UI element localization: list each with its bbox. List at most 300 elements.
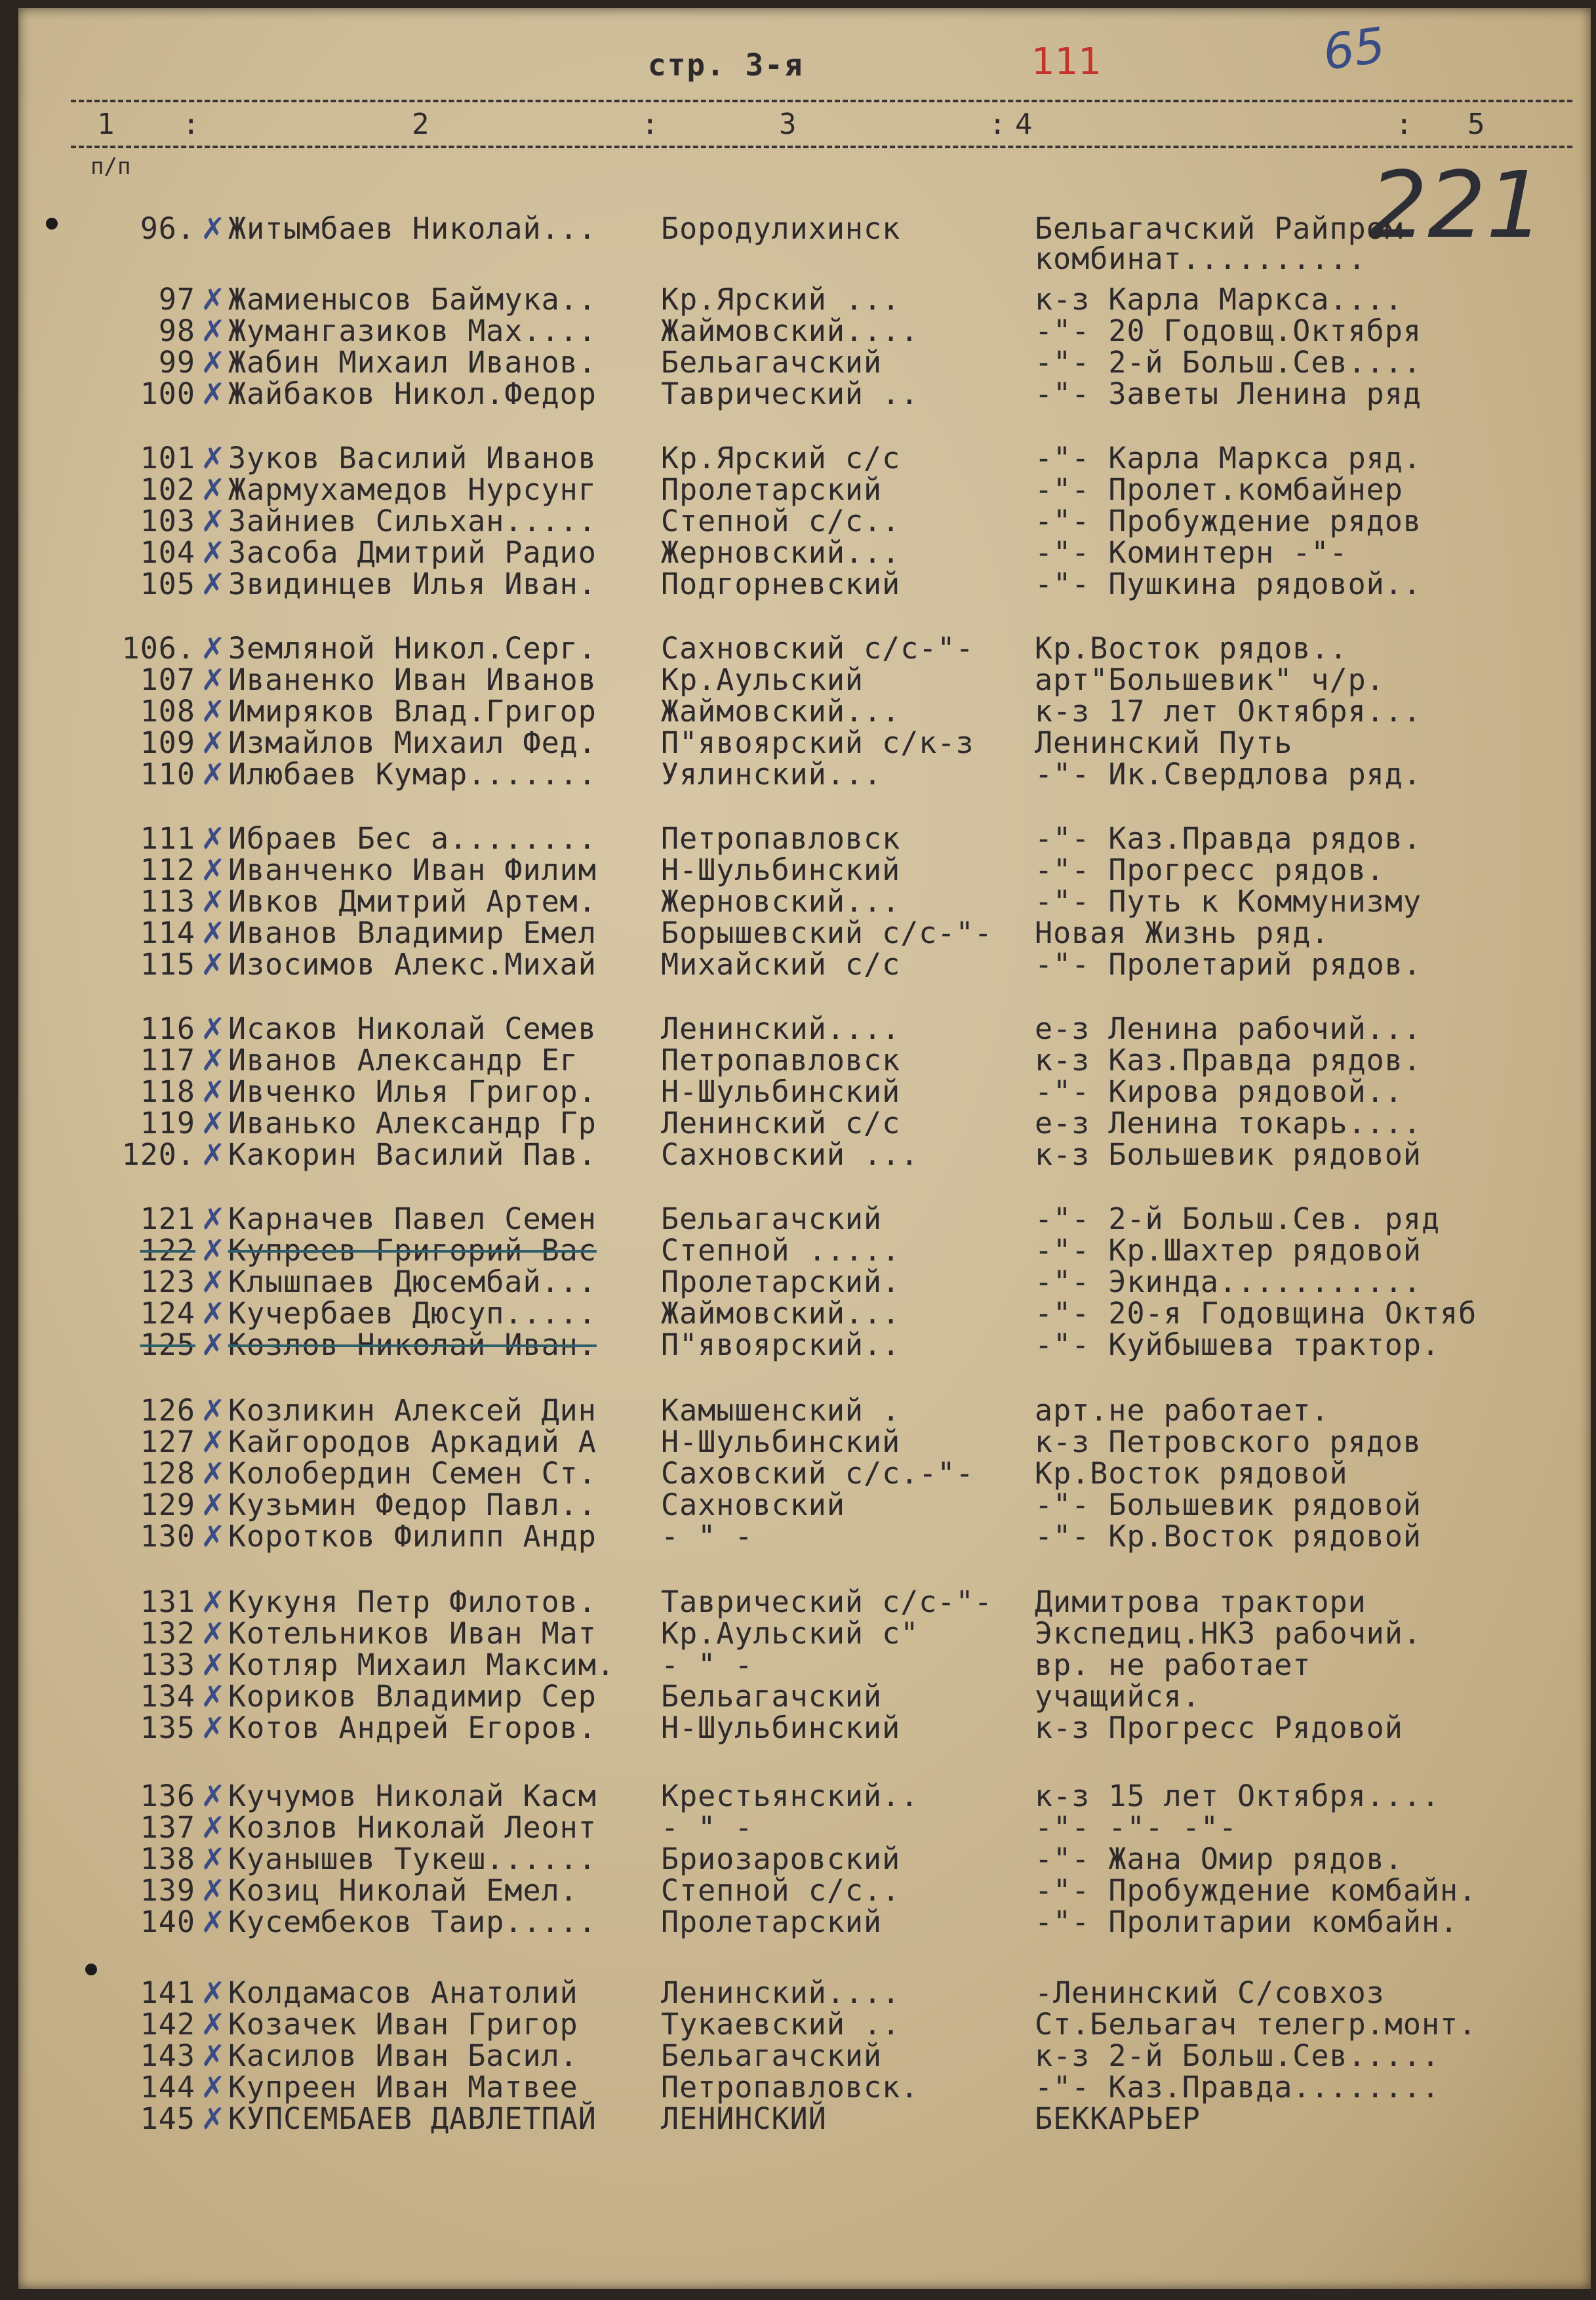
person-name: Иванов Владимир Емел: [228, 916, 597, 950]
workplace-position: Ст.Бельагач телегр.монт.: [1035, 2007, 1477, 2042]
person-name: Коротков Филипп Андр: [228, 1519, 597, 1554]
check-mark-icon: ✗: [201, 725, 226, 760]
workplace-position: -"- Путь к Коммунизму: [1035, 884, 1422, 919]
table-row: [90, 567, 1566, 601]
person-name: Житымбаев Николай...: [228, 211, 597, 246]
check-mark-icon: ✗: [201, 1011, 226, 1046]
district-name: Сахновский ...: [661, 1137, 919, 1172]
workplace-position: к-з 17 лет Октября...: [1035, 694, 1422, 729]
person-name: Козликин Алексей Дин: [228, 1393, 597, 1428]
district-name: Н-Шульбинский: [661, 1074, 901, 1109]
check-mark-icon: ✗: [201, 2038, 226, 2073]
check-mark-icon: ✗: [201, 757, 226, 792]
district-name: Михайский с/с: [661, 947, 901, 982]
person-name: Колдамасов Анатолий: [228, 1975, 578, 2010]
table-row: [90, 345, 1566, 380]
district-name: Бельагачский: [661, 1679, 883, 1714]
table-row: [90, 1233, 1566, 1268]
district-name: Тукаевский ..: [661, 2007, 901, 2042]
row-number: 120.: [121, 1137, 195, 1172]
workplace-position: Ленинский Путь: [1035, 725, 1293, 760]
district-name: Бриозаровский: [661, 1842, 901, 1876]
workplace-position: к-з Прогресс Рядовой: [1035, 1710, 1403, 1745]
table-row: [90, 1584, 1566, 1619]
row-number: 131: [140, 1584, 195, 1619]
header-bottom-rule: [71, 146, 1572, 148]
person-name: Колобердин Семен Ст.: [228, 1456, 597, 1491]
row-number: 119: [140, 1106, 195, 1140]
row-number: 139: [140, 1873, 195, 1908]
sheet-number-mark: 221: [1369, 152, 1545, 259]
check-mark-icon: ✗: [201, 694, 226, 729]
person-name: Козлов Николай Иван.: [228, 1327, 597, 1362]
person-name: Зуков Василий Иванов: [228, 441, 597, 475]
workplace-position: вр. не работает: [1035, 1647, 1311, 1682]
row-number: 140: [140, 1905, 195, 1939]
check-mark-icon: ✗: [201, 1975, 226, 2010]
district-name: Сахновский: [661, 1487, 845, 1522]
table-row: [90, 376, 1566, 411]
blue-ink-mark: 65: [1319, 16, 1389, 82]
workplace-position: -"- 2-й Больш.Сев....: [1035, 345, 1422, 380]
check-mark-icon: ✗: [201, 1137, 226, 1172]
row-number: 108: [140, 694, 195, 729]
table-row: [90, 1873, 1566, 1908]
table-row: [90, 725, 1566, 760]
district-name: Н-Шульбинский: [661, 1710, 901, 1745]
person-name: Куанышев Тукеш......: [228, 1842, 597, 1876]
workplace-position: к-з 2-й Больш.Сев.....: [1035, 2038, 1441, 2073]
district-name: Н-Шульбинский: [661, 1424, 901, 1459]
row-number: 130: [140, 1519, 195, 1554]
workplace-position: -"- Пролетарий рядов.: [1035, 947, 1422, 982]
district-name: Кр.Аульский с": [661, 1616, 919, 1651]
person-name: Илюбаев Кумар.......: [228, 757, 597, 792]
district-name: П"явоярский с/к-з: [661, 725, 974, 760]
district-name: Уялинский...: [661, 757, 883, 792]
row-number: 111: [140, 821, 195, 856]
row-number: 133: [140, 1647, 195, 1682]
row-number: 127: [140, 1424, 195, 1459]
district-name: Камышенский .: [661, 1393, 901, 1428]
check-mark-icon: ✗: [201, 567, 226, 601]
person-name: Ивченко Илья Григор.: [228, 1074, 597, 1109]
workplace-position: -"- Пролитарии комбайн.: [1035, 1905, 1459, 1939]
district-name: Жаймовский...: [661, 694, 901, 729]
district-name: Ленинский....: [661, 1011, 901, 1046]
district-name: Степной с/с..: [661, 504, 901, 538]
row-number: 138: [140, 1842, 195, 1876]
district-name: Ленинский с/с: [661, 1106, 901, 1140]
district-name: Пролетарский: [661, 472, 883, 507]
check-mark-icon: ✗: [201, 1710, 226, 1745]
district-name: Саховский с/с.-"-: [661, 1456, 974, 1491]
row-number: 115: [140, 947, 195, 982]
table-row: [90, 694, 1566, 729]
row-number: 100: [140, 376, 195, 411]
person-name: Кусембеков Таир.....: [228, 1905, 597, 1939]
row-number: 116: [140, 1011, 195, 1046]
row-number: 142: [140, 2007, 195, 2042]
column-header-2: 2: [412, 108, 429, 141]
table-row: [90, 2007, 1566, 2042]
row-number: 118: [140, 1074, 195, 1109]
district-name: Кр.Ярский с/с: [661, 441, 901, 475]
district-name: Бородулихинск: [661, 211, 901, 246]
check-mark-icon: ✗: [201, 2101, 226, 2136]
check-mark-icon: ✗: [201, 1201, 226, 1236]
row-number: 107: [140, 662, 195, 697]
check-mark-icon: ✗: [201, 1456, 226, 1491]
workplace-position: -"- Пролет.комбайнер: [1035, 472, 1403, 507]
table-row: [90, 1393, 1566, 1428]
column-header-3: 3: [779, 108, 797, 141]
table-row: [90, 1905, 1566, 1939]
row-number: 135: [140, 1710, 195, 1745]
person-name: Котляр Михаил Максим.: [228, 1647, 615, 1682]
check-mark-icon: ✗: [201, 535, 226, 570]
workplace-position: -"- Кирова рядовой..: [1035, 1074, 1403, 1109]
person-name: Жайбаков Никол.Федор: [228, 376, 597, 411]
district-name: Таврический ..: [661, 376, 919, 411]
workplace-position: -"- -"- -"-: [1035, 1810, 1238, 1845]
column-header-1: 1: [97, 108, 115, 141]
row-number: 128: [140, 1456, 195, 1491]
person-name: Кузьмин Федор Павл..: [228, 1487, 597, 1522]
check-mark-icon: ✗: [201, 2070, 226, 2105]
check-mark-icon: ✗: [201, 1296, 226, 1331]
check-mark-icon: ✗: [201, 1393, 226, 1428]
row-number: 145: [140, 2101, 195, 2136]
row-number: 103: [140, 504, 195, 538]
table-row: [90, 1106, 1566, 1140]
check-mark-icon: ✗: [201, 441, 226, 475]
check-mark-icon: ✗: [201, 947, 226, 982]
district-name: П"явоярский..: [661, 1327, 901, 1362]
ink-dot: [85, 1964, 97, 1975]
person-name: Котельников Иван Мат: [228, 1616, 597, 1651]
person-name: Измайлов Михаил Фед.: [228, 725, 597, 760]
table-row: [90, 1975, 1566, 2010]
row-number: 117: [140, 1043, 195, 1078]
document-page: [18, 8, 1591, 2289]
workplace-position: арт"Большевик" ч/р.: [1035, 662, 1385, 697]
table-row: [90, 1810, 1566, 1845]
row-number: 96.: [140, 211, 195, 246]
row-number: 110: [140, 757, 195, 792]
table-row: [90, 504, 1566, 538]
table-row: [90, 1456, 1566, 1491]
table-row: [90, 2038, 1566, 2073]
check-mark-icon: ✗: [201, 1487, 226, 1522]
district-name: Сахновский с/с-"-: [661, 631, 974, 666]
row-number: 114: [140, 916, 195, 950]
table-row: [90, 884, 1566, 919]
district-name: Пролетарский.: [661, 1264, 901, 1299]
district-name: Пролетарский: [661, 1905, 883, 1939]
row-number: 106.: [121, 631, 195, 666]
workplace-position: к-з Большевик рядовой: [1035, 1137, 1422, 1172]
person-name: Какорин Василий Пав.: [228, 1137, 597, 1172]
person-name: Иванов Александр Ег: [228, 1043, 578, 1078]
person-name: Жабин Михаил Иванов.: [228, 345, 597, 380]
table-row: [90, 1074, 1566, 1109]
row-number: 129: [140, 1487, 195, 1522]
check-mark-icon: ✗: [201, 1424, 226, 1459]
table-row: [90, 282, 1566, 317]
check-mark-icon: ✗: [201, 2007, 226, 2042]
check-mark-icon: ✗: [201, 472, 226, 507]
workplace-position: -"- Каз.Правда........: [1035, 2070, 1441, 2105]
row-number: 144: [140, 2070, 195, 2105]
district-name: Степной с/с..: [661, 1873, 901, 1908]
table-row: [90, 1710, 1566, 1745]
check-mark-icon: ✗: [201, 504, 226, 538]
check-mark-icon: ✗: [201, 821, 226, 856]
ink-dot: [46, 218, 58, 230]
row-number: 121: [140, 1201, 195, 1236]
table-row: [90, 241, 1566, 276]
table-row: [90, 1296, 1566, 1331]
table-row: [90, 2101, 1566, 2136]
row-number: 113: [140, 884, 195, 919]
row-number: 143: [140, 2038, 195, 2073]
person-name: Изосимов Алекс.Михай: [228, 947, 597, 982]
table-row: [90, 757, 1566, 792]
workplace-position: -"- Прогресс рядов.: [1035, 853, 1385, 887]
row-number: 123: [140, 1264, 195, 1299]
person-name: Засоба Дмитрий Радио: [228, 535, 597, 570]
workplace-position: к-з Карла Маркса....: [1035, 282, 1403, 317]
table-row: [90, 313, 1566, 348]
table-row: [90, 916, 1566, 950]
row-number: 132: [140, 1616, 195, 1651]
table-row: [90, 441, 1566, 475]
person-name: Исаков Николай Семев: [228, 1011, 597, 1046]
district-name: Петропавловск: [661, 821, 901, 856]
workplace-position: -"- Экинда...........: [1035, 1264, 1422, 1299]
person-name: Кайгородов Аркадий А: [228, 1424, 597, 1459]
workplace-position: -"- Каз.Правда рядов.: [1035, 821, 1422, 856]
workplace-position: е-з Ленина токарь....: [1035, 1106, 1422, 1140]
workplace-position: учащийся.: [1035, 1679, 1201, 1714]
table-row: [90, 1043, 1566, 1078]
person-name: Касилов Иван Басил.: [228, 2038, 578, 2073]
person-name: Кориков Владимир Сер: [228, 1679, 597, 1714]
workplace-position: комбинат..........: [1035, 241, 1367, 276]
workplace-position: Новая Жизнь ряд.: [1035, 916, 1330, 950]
check-mark-icon: ✗: [201, 1679, 226, 1714]
district-name: Жерновский...: [661, 884, 901, 919]
check-mark-icon: ✗: [201, 1810, 226, 1845]
workplace-position: арт.не работает.: [1035, 1393, 1330, 1428]
person-name: Земляной Никол.Серг.: [228, 631, 597, 666]
row-number: 105: [140, 567, 195, 601]
column-header-5: 5: [1467, 108, 1485, 141]
person-name: Иванченко Иван Филим: [228, 853, 597, 887]
person-name: Кукуня Петр Филотов.: [228, 1584, 597, 1619]
table-row: [90, 1424, 1566, 1459]
district-name: Бельагачский: [661, 1201, 883, 1236]
check-mark-icon: ✗: [201, 1647, 226, 1682]
person-name: Карначев Павел Семен: [228, 1201, 597, 1236]
person-name: Иванько Александр Гр: [228, 1106, 597, 1140]
person-name: Жармухамедов Нурсунг: [228, 472, 597, 507]
table-row: [90, 1487, 1566, 1522]
row-number: 104: [140, 535, 195, 570]
check-mark-icon: ✗: [201, 1264, 226, 1299]
workplace-position: -"- Большевик рядовой: [1035, 1487, 1422, 1522]
district-name: Жаймовский...: [661, 1296, 901, 1331]
check-mark-icon: ✗: [201, 1779, 226, 1813]
check-mark-icon: ✗: [201, 853, 226, 887]
check-mark-icon: ✗: [201, 313, 226, 348]
person-name: Купреен Иван Матвее: [228, 2070, 578, 2105]
workplace-position: -"- Куйбышева трактор.: [1035, 1327, 1441, 1362]
person-name: Клышпаев Дюсембай...: [228, 1264, 597, 1299]
workplace-position: -"- Коминтерн -"-: [1035, 535, 1348, 570]
check-mark-icon: ✗: [201, 1233, 226, 1268]
table-row: [90, 1842, 1566, 1876]
check-mark-icon: ✗: [201, 1873, 226, 1908]
check-mark-icon: ✗: [201, 631, 226, 666]
district-name: - " -: [661, 1810, 753, 1845]
district-name: Таврический с/с-"-: [661, 1584, 993, 1619]
workplace-position: -"- 20 Годовщ.Октября: [1035, 313, 1422, 348]
workplace-position: -"- Кр.Шахтер рядовой: [1035, 1233, 1422, 1268]
table-row: [90, 1011, 1566, 1046]
column-sub-label: п/п: [90, 153, 131, 180]
table-row: [90, 821, 1566, 856]
district-name: Ленинский....: [661, 1975, 901, 2010]
person-name: Кучербаев Дюсуп.....: [228, 1296, 597, 1331]
workplace-position: Кр.Восток рядовой: [1035, 1456, 1348, 1491]
workplace-position: -"- Заветы Ленина ряд: [1035, 376, 1422, 411]
workplace-position: Экспедиц.НКЗ рабочий.: [1035, 1616, 1422, 1651]
workplace-position: -"- Ик.Свердлова ряд.: [1035, 757, 1422, 792]
check-mark-icon: ✗: [201, 662, 226, 697]
row-number: 112: [140, 853, 195, 887]
row-number: 125: [140, 1327, 195, 1362]
table-row: [90, 1647, 1566, 1682]
table-row: [90, 1201, 1566, 1236]
check-mark-icon: ✗: [201, 1043, 226, 1078]
row-number: 97: [158, 282, 195, 317]
person-name: Имиряков Влад.Григор: [228, 694, 597, 729]
check-mark-icon: ✗: [201, 1905, 226, 1939]
district-name: Кр.Ярский ...: [661, 282, 901, 317]
table-row: [90, 1264, 1566, 1299]
table-row: [90, 1519, 1566, 1554]
workplace-position: -"- Жана Омир рядов.: [1035, 1842, 1403, 1876]
check-mark-icon: ✗: [201, 1616, 226, 1651]
column-header-row: 1 : 2 : 3 : 4 : 5: [97, 108, 1485, 141]
person-name: Купреев Григорий Вас: [228, 1233, 597, 1268]
workplace-position: к-з Каз.Правда рядов.: [1035, 1043, 1422, 1078]
check-mark-icon: ✗: [201, 1074, 226, 1109]
district-name: Жаймовский....: [661, 313, 919, 348]
person-name: Ивков Дмитрий Артем.: [228, 884, 597, 919]
district-name: Н-Шульбинский: [661, 853, 901, 887]
district-name: Кр.Аульский: [661, 662, 864, 697]
person-name: КУПСЕМБАЕВ ДАВЛЕТПАЙ: [228, 2101, 597, 2136]
district-name: - " -: [661, 1519, 753, 1554]
check-mark-icon: ✗: [201, 884, 226, 919]
check-mark-icon: ✗: [201, 1106, 226, 1140]
district-name: Крестьянский..: [661, 1779, 919, 1813]
row-number: 109: [140, 725, 195, 760]
row-number: 102: [140, 472, 195, 507]
red-ink-mark: 111: [1031, 41, 1102, 83]
check-mark-icon: ✗: [201, 1327, 226, 1362]
page-label: стр. 3-я: [648, 47, 804, 83]
person-name: Иваненко Иван Иванов: [228, 662, 597, 697]
workplace-position: -"- 2-й Больш.Сев. ряд: [1035, 1201, 1441, 1236]
table-row: [90, 535, 1566, 570]
workplace-position: Димитрова трактори: [1035, 1584, 1367, 1619]
workplace-position: -"- Пробуждение комбайн.: [1035, 1873, 1477, 1908]
person-name: Козиц Николай Емел.: [228, 1873, 578, 1908]
table-row: [90, 947, 1566, 982]
workplace-position: Кр.Восток рядов..: [1035, 631, 1348, 666]
district-name: Жерновский...: [661, 535, 901, 570]
row-number: 137: [140, 1810, 195, 1845]
workplace-position: е-з Ленина рабочий...: [1035, 1011, 1422, 1046]
row-number: 98: [158, 313, 195, 348]
district-name: ЛЕНИНСКИЙ: [661, 2101, 827, 2136]
table-row: [90, 853, 1566, 887]
person-name: Ибраев Бес а........: [228, 821, 597, 856]
person-name: Козачек Иван Григор: [228, 2007, 578, 2042]
check-mark-icon: ✗: [201, 1519, 226, 1554]
district-name: Бельагачский: [661, 345, 883, 380]
person-name: Жамиенысов Баймука..: [228, 282, 597, 317]
workplace-position: -"- Кр.Восток рядовой: [1035, 1519, 1422, 1554]
district-name: Борышевский с/с-"-: [661, 916, 993, 950]
workplace-position: -Ленинский С/совхоз: [1035, 1975, 1385, 2010]
district-name: Бельагачский: [661, 2038, 883, 2073]
row-number: 99: [158, 345, 195, 380]
check-mark-icon: ✗: [201, 211, 226, 246]
check-mark-icon: ✗: [201, 916, 226, 950]
workplace-position: -"- 20-я Годовщина Октяб: [1035, 1296, 1477, 1331]
district-name: - " -: [661, 1647, 753, 1682]
header-top-rule: [71, 100, 1572, 102]
workplace-position: к-з 15 лет Октября....: [1035, 1779, 1441, 1813]
table-row: [90, 1137, 1566, 1172]
workplace-position: Бельагачский Райпром: [1035, 211, 1403, 246]
table-row: [90, 1616, 1566, 1651]
table-row: [90, 1779, 1566, 1813]
person-name: Зайниев Сильхан.....: [228, 504, 597, 538]
district-name: Степной .....: [661, 1233, 901, 1268]
person-name: Жумангазиков Мах....: [228, 313, 597, 348]
column-header-4: 4: [1015, 108, 1033, 141]
district-name: Петропавловск.: [661, 2070, 919, 2105]
workplace-position: -"- Пушкина рядовой..: [1035, 567, 1422, 601]
check-mark-icon: ✗: [201, 282, 226, 317]
table-row: [90, 472, 1566, 507]
person-name: Котов Андрей Егоров.: [228, 1710, 597, 1745]
table-row: [90, 662, 1566, 697]
check-mark-icon: ✗: [201, 1842, 226, 1876]
table-row: [90, 631, 1566, 666]
district-name: Подгорневский: [661, 567, 901, 601]
workplace-position: -"- Карла Маркса ряд.: [1035, 441, 1422, 475]
row-number: 134: [140, 1679, 195, 1714]
table-row: [90, 211, 1566, 246]
person-name: Звидинцев Илья Иван.: [228, 567, 597, 601]
